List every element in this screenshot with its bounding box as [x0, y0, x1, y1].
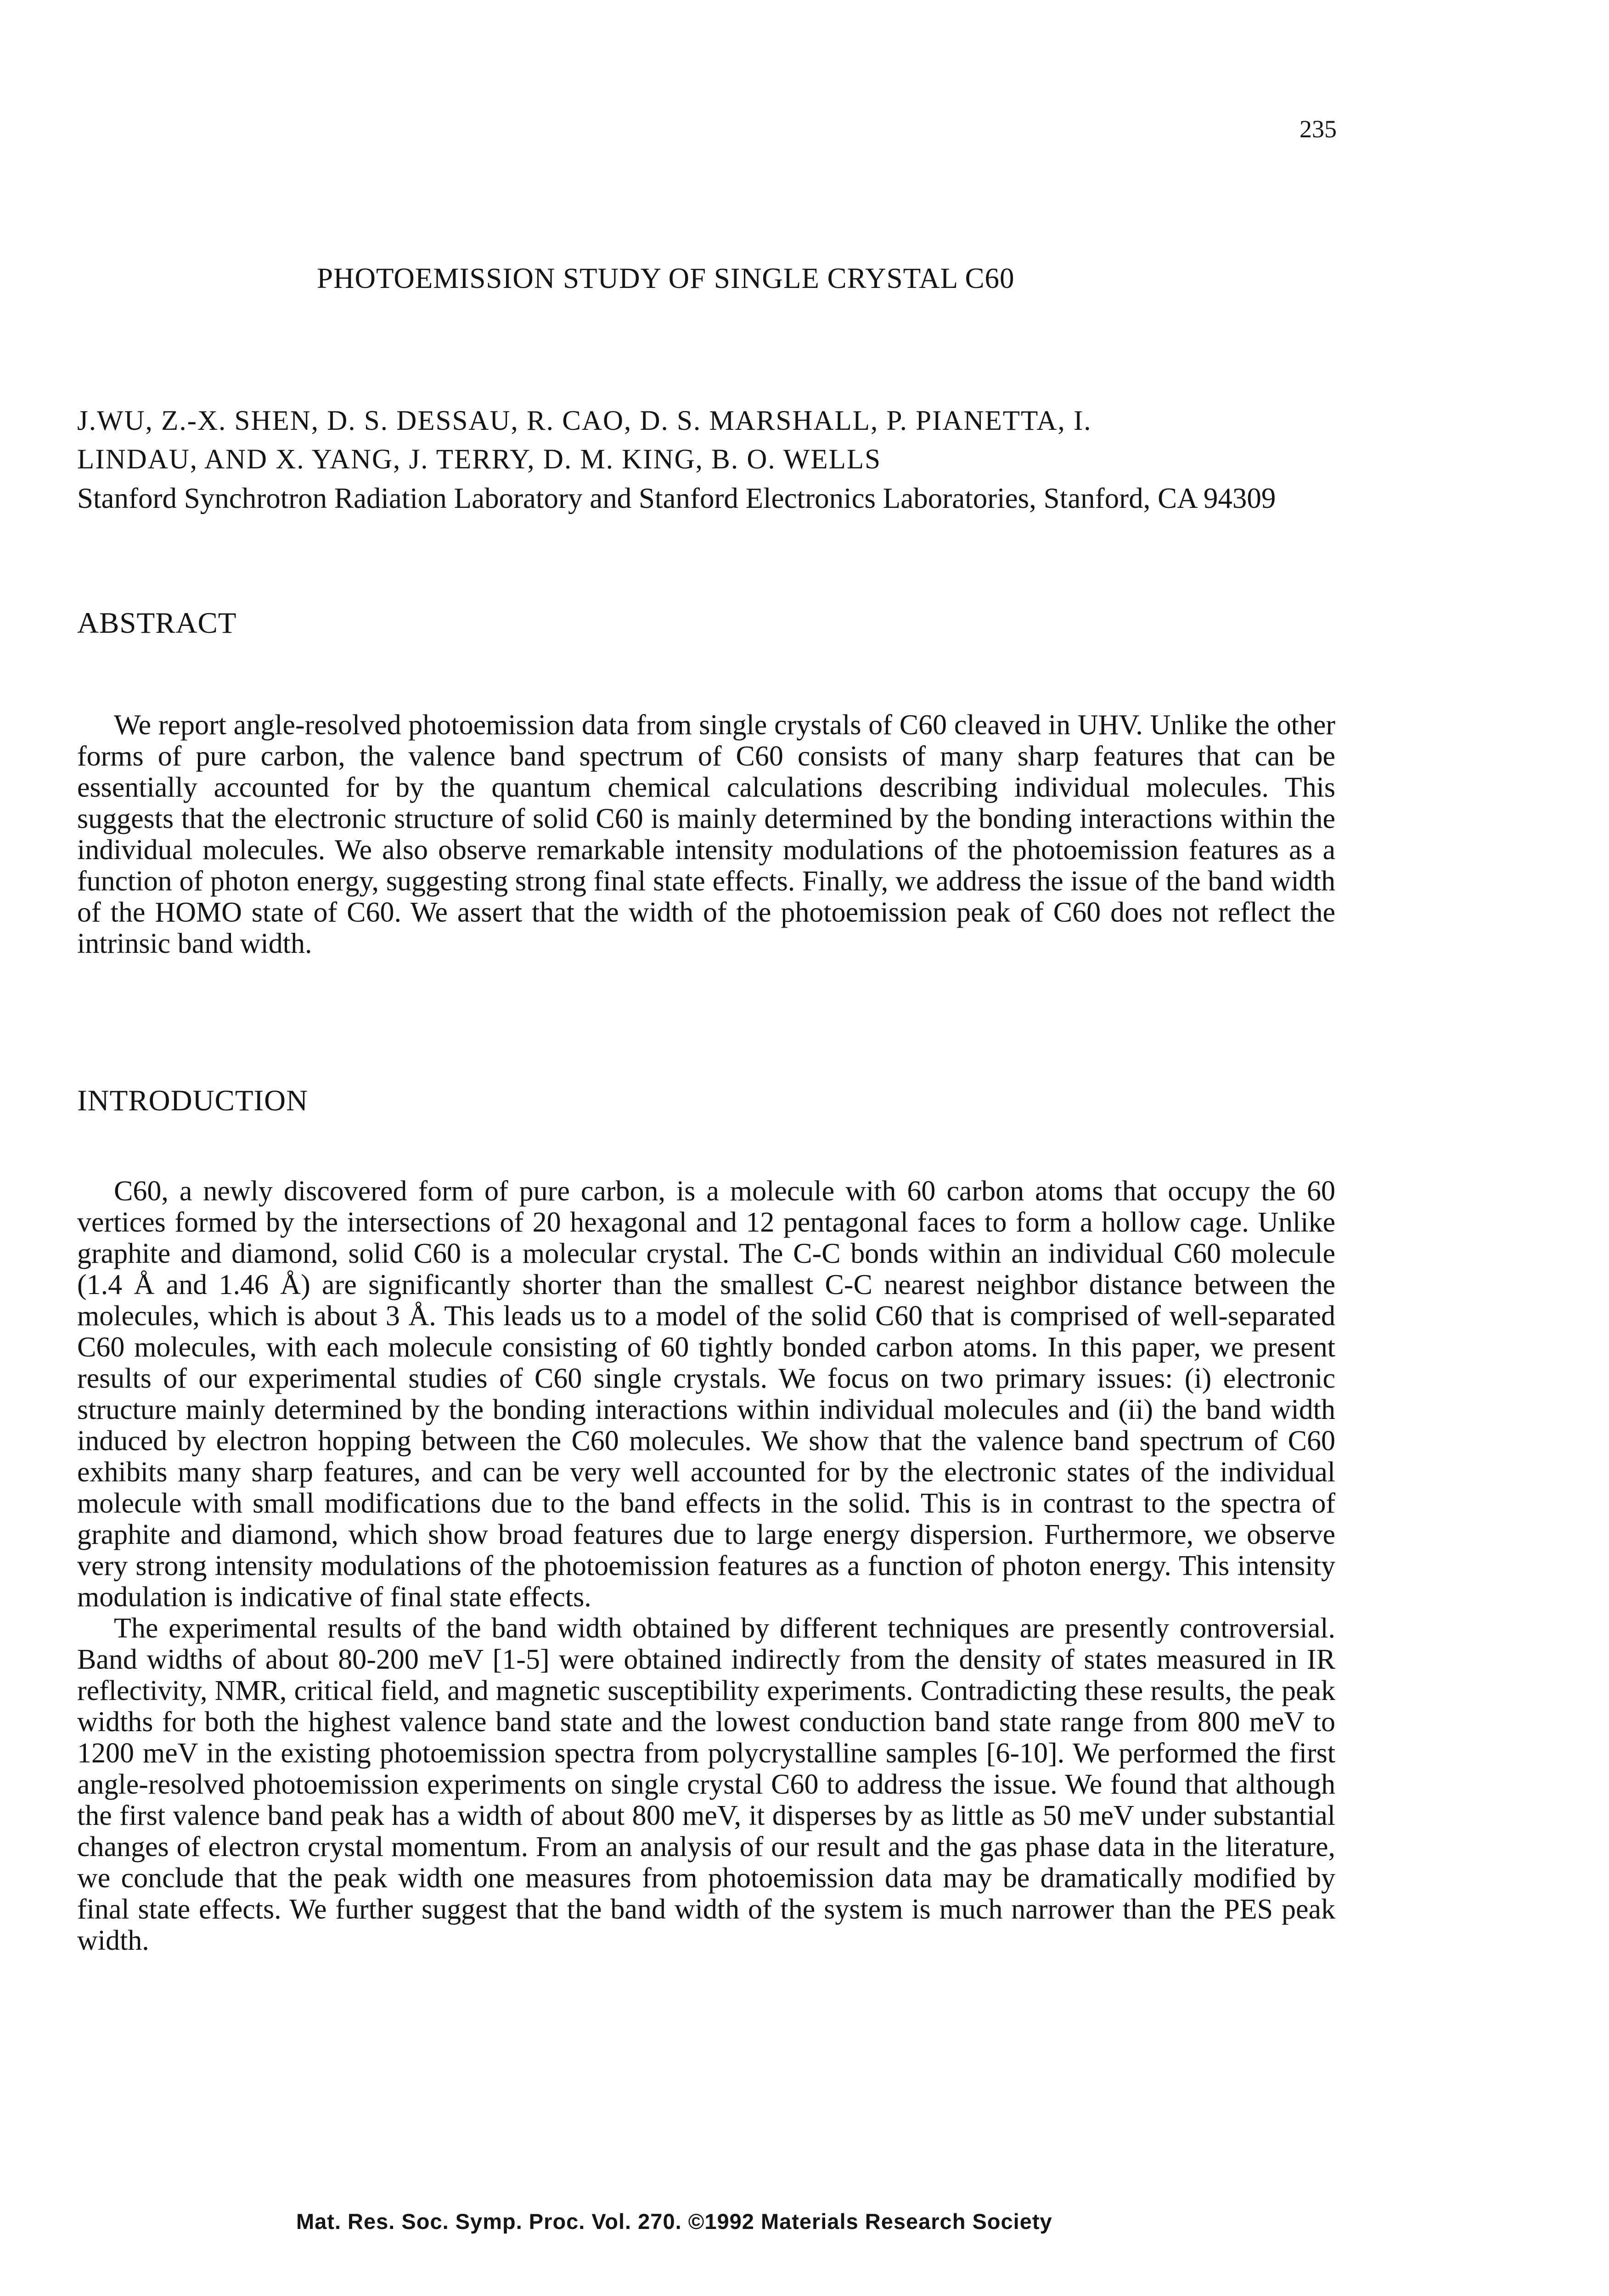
authors-line-1: J.WU, Z.-X. SHEN, D. S. DESSAU, R. CAO, D. S. MARSHALL, P. PIANETTA, I. — [77, 405, 1092, 436]
page-number: 235 — [1300, 115, 1337, 143]
introduction-paragraph-1: C60, a newly discovered form of pure carbon, is a molecule with 60 carbon atoms that occupy the 60 vertices formed by the intersections of 20 hexagonal and 12 pentagonal faces to form a hollow cage. Unlike graphite and diamond, solid C60 is a molecular crystal. The C-C bonds within an individual C60 molecule (1.4 Å and 1.46 Å) are significantly shorter than the smallest C-C nearest neighbor distance between the molecules, which is about 3 Å. This leads us to a model of the solid C60 that is comprised of well-separated C60 molecules, with each molecule consisting of 60 tightly bonded carbon atoms. In this paper, we present results of our experimental studies of C60 single crystals. We focus on two primary issues: (i) electronic structure mainly determined by the bonding interactions within individual molecules and (ii) the band width induced by electron hopping between the C60 molecules. We show that the valence band spectrum of C60 exhibits many sharp features, and can be very well accounted for by the electronic states of the individual molecule with small modifications due to the band effects in the solid. This is in contrast to the spectra of graphite and diamond, which show broad features due to large energy dispersion. Furthermore, we observe very strong intensity modulations of the photoemission features as a function of photon energy. This intensity modulation is indicative of final state effects. — [77, 1176, 1335, 1613]
abstract-body — [77, 709, 1335, 959]
authors-line-2: LINDAU, AND X. YANG, J. TERRY, D. M. KING, B. O. WELLS — [77, 444, 882, 475]
author-list — [77, 402, 1547, 479]
abstract-paragraph: We report angle-resolved photoemission data from single crystals of C60 cleaved in UHV. Unlike the other forms of pure carbon, the valence band spectrum of C60 consists of many sharp features that can be essentially accounted for by the quantum chemical calculations describing individual molecules. This suggests that the electronic structure of solid C60 is mainly determined by the bonding interactions within the individual molecules. We also observe remarkable intensity modulations of the photoemission features as a function of photon energy, suggesting strong final state effects. Finally, we address the issue of the band width of the HOMO state of C60. We assert that the width of the photoemission peak of C60 does not reflect the intrinsic band width. — [77, 709, 1335, 959]
affiliation: Stanford Synchrotron Radiation Laboratory and Stanford Electronics Laboratories, Stanford, CA 94309 — [77, 482, 1276, 514]
introduction-paragraph-2: The experimental results of the band width obtained by different techniques are presently controversial. Band widths of about 80-200 meV [1-5] were obtained indirectly from the density of states measured in IR reflectivity, NMR, critical field, and magnetic susceptibility experiments. Contradicting these results, the peak widths for both the highest valence band state and the lowest conduction band state range from 800 meV to 1200 meV in the existing photoemission spectra from polycrystalline samples [6-10]. We performed the first angle-resolved photoemission experiments on single crystal C60 to address the issue. We found that although the first valence band peak has a width of about 800 meV, it disperses by as little as 50 meV under substantial changes of electron crystal momentum. From an analysis of our result and the gas phase data in the literature, we conclude that the peak width one measures from photoemission data may be dramatically modified by final state effects. We further suggest that the band width of the system is much narrower than the PES peak width. — [77, 1613, 1335, 1956]
paper-title: PHOTOEMISSION STUDY OF SINGLE CRYSTAL C60 — [317, 262, 1015, 294]
publication-footer: Mat. Res. Soc. Symp. Proc. Vol. 270. ©1992 Materials Research Society — [296, 2209, 1052, 2234]
introduction-heading: INTRODUCTION — [77, 1084, 309, 1117]
introduction-body — [77, 1176, 1335, 1956]
abstract-heading: ABSTRACT — [77, 607, 237, 640]
